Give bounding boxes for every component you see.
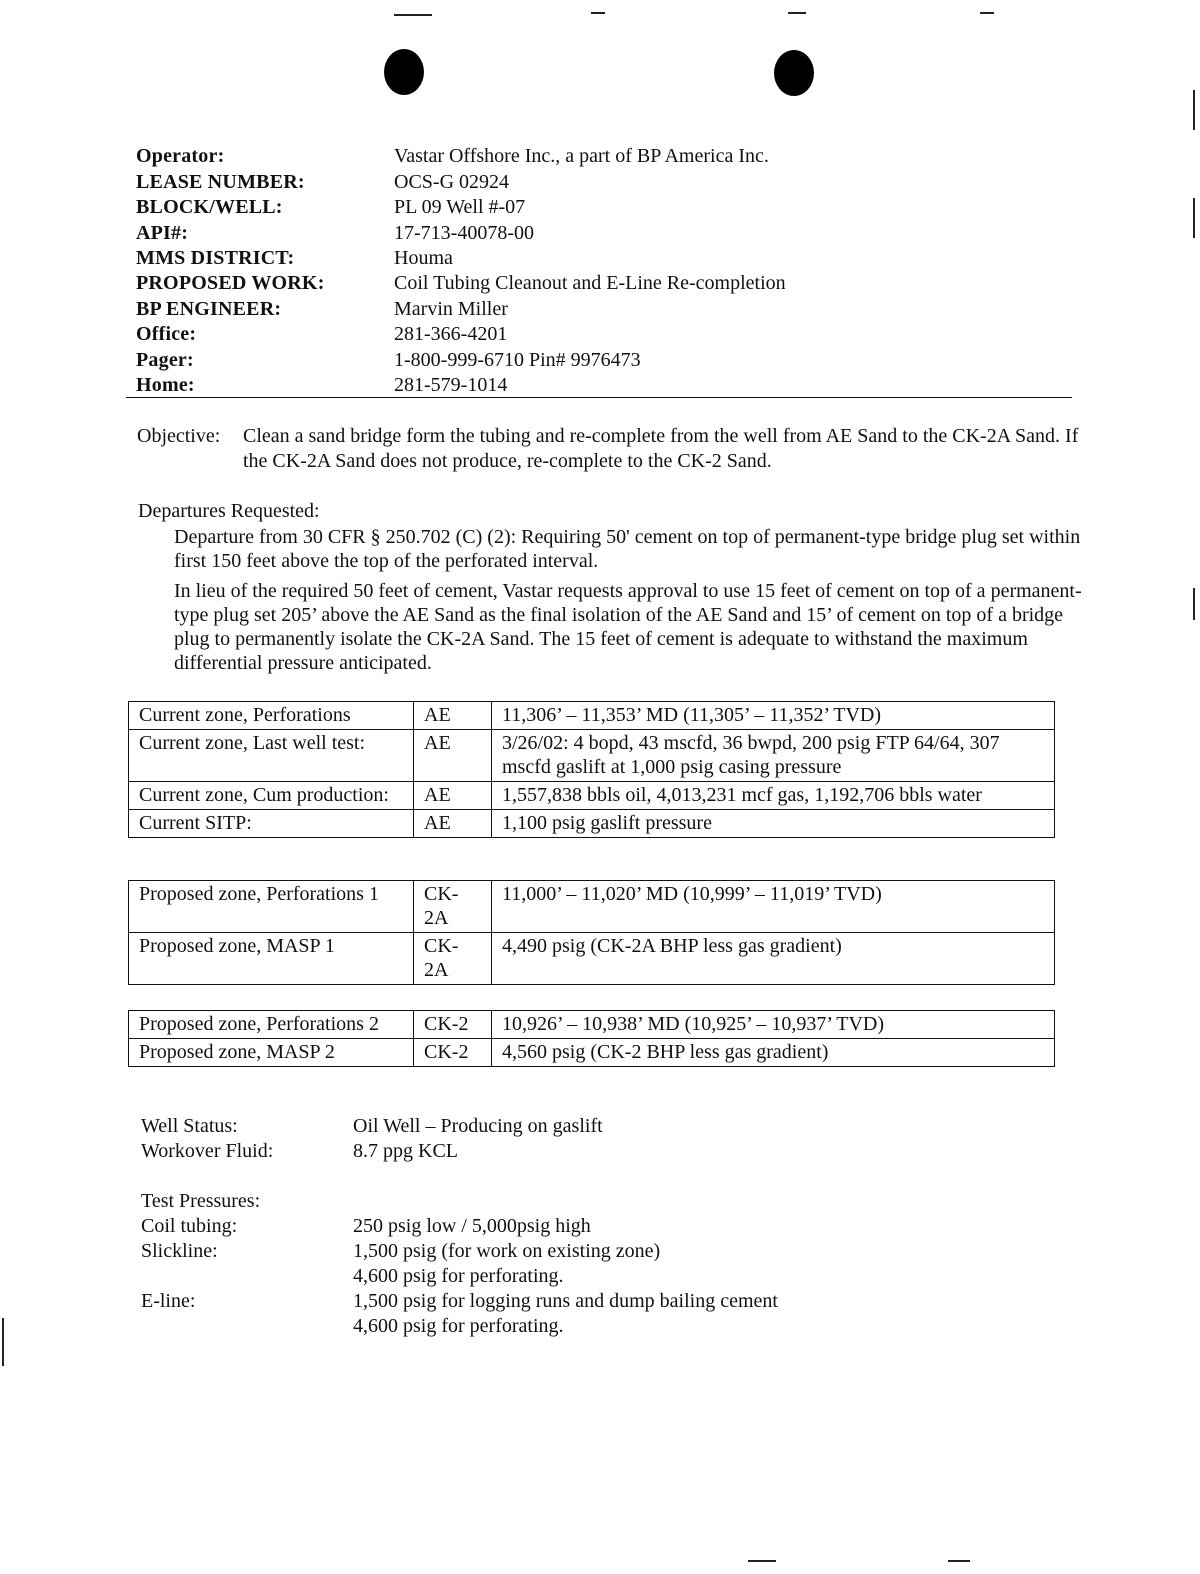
header-row-operator: [136, 143, 1074, 168]
coil-tubing-value: 250 psig low / 5,000psig high: [353, 1215, 591, 1237]
zone-value-cell: 3/26/02: 4 bopd, 43 mscfd, 36 bwpd, 200 psig FTP 64/64, 307 mscfd gaslift at 1,000 psig casing pressure: [492, 730, 1055, 782]
zone-sand-cell: AE: [414, 702, 492, 730]
objective-label: Objective:: [137, 425, 221, 447]
zone-sand-cell: AE: [414, 730, 492, 782]
slickline-value: 1,500 psig (for work on existing zone): [353, 1240, 661, 1262]
eline-value: 4,600 psig for perforating.: [353, 1315, 564, 1337]
status-row: [141, 1139, 1041, 1164]
header-row-office: [136, 321, 1074, 346]
slickline-value: 4,600 psig for perforating.: [353, 1265, 564, 1287]
header-value: 281-579-1014: [394, 373, 508, 396]
scan-mark: [394, 14, 432, 16]
zone-sand-cell: AE: [414, 810, 492, 838]
workover-fluid-value: 8.7 ppg KCL: [353, 1140, 458, 1162]
header-row-home: [136, 372, 1074, 397]
departure-paragraph: Departure from 30 CFR § 250.702 (C) (2): Requiring 50' cement on top of permanent-type bridge plug set within first 150 feet above the top of the perforated interval.: [174, 526, 1081, 572]
workover-fluid-label: Workover Fluid:: [141, 1140, 274, 1162]
well-header: [136, 143, 1074, 397]
punch-hole: [774, 50, 814, 96]
header-value: 281-366-4201: [394, 323, 508, 346]
header-label: LEASE NUMBER:: [136, 170, 305, 193]
table-row: [129, 933, 1055, 985]
table-row: [129, 1011, 1055, 1039]
zone-field-cell: Current zone, Cum production:: [129, 782, 414, 810]
coil-tubing-label: Coil tubing:: [141, 1215, 238, 1237]
scan-mark: [1193, 198, 1195, 238]
header-value: Marvin Miller: [394, 297, 508, 320]
header-label: BLOCK/WELL:: [136, 196, 283, 219]
table-row: [129, 1039, 1055, 1067]
status-row: [141, 1264, 1041, 1289]
zone-sand-cell: CK-2A: [414, 881, 492, 933]
header-row-mms-district: [136, 245, 1074, 270]
zone-field-cell: Proposed zone, Perforations 1: [129, 881, 414, 933]
test-pressures-label: Test Pressures:: [141, 1190, 261, 1212]
table-row: [129, 702, 1055, 730]
scan-mark: [948, 1560, 970, 1562]
status-row: [141, 1114, 1041, 1139]
status-row: [141, 1239, 1041, 1264]
header-value: Houma: [394, 246, 453, 269]
zone-value-cell: 4,490 psig (CK-2A BHP less gas gradient): [492, 933, 1055, 985]
header-row-block-well: [136, 194, 1074, 219]
header-row-bp-engineer: [136, 295, 1074, 320]
table-row: [129, 782, 1055, 810]
scan-mark: [2, 1318, 4, 1366]
eline-label: E-line:: [141, 1290, 196, 1312]
header-label: Pager:: [136, 348, 194, 371]
header-label: Operator:: [136, 145, 225, 168]
header-label: BP ENGINEER:: [136, 297, 282, 320]
zone-sand-cell: CK-2: [414, 1011, 492, 1039]
header-label: MMS DISTRICT:: [136, 246, 295, 269]
departures-section: [138, 499, 1088, 675]
scan-mark: [591, 12, 605, 14]
status-row: [141, 1289, 1041, 1314]
well-status-section: [141, 1114, 1041, 1339]
zone-field-cell: Proposed zone, Perforations 2: [129, 1011, 414, 1039]
proposed-zone-2-table: [128, 1010, 1055, 1067]
zone-field-cell: Proposed zone, MASP 2: [129, 1039, 414, 1067]
zone-field-cell: Current SITP:: [129, 810, 414, 838]
departures-heading: Departures Requested:: [138, 500, 320, 522]
header-value: Coil Tubing Cleanout and E-Line Re-completion: [394, 272, 786, 295]
departure-paragraph: In lieu of the required 50 feet of cement, Vastar requests approval to use 15 feet of cement on top of a permanent-type plug set 205’ above the AE Sand as the final isolation of the AE Sand and 15’ of cement on top of a bridge plug to permanently isolate the CK-2A Sand. The 15 feet of cement is adequate to withstand the maximum differential pressure anticipated.: [174, 580, 1082, 674]
zone-value-cell: 10,926’ – 10,938’ MD (10,925’ – 10,937’ TVD): [492, 1011, 1055, 1039]
proposed-zone-1-table: [128, 880, 1055, 985]
eline-value: 1,500 psig for logging runs and dump bailing cement: [353, 1290, 778, 1312]
header-row-proposed-work: [136, 270, 1074, 295]
table-row: [129, 810, 1055, 838]
header-value: Vastar Offshore Inc., a part of BP America Inc.: [394, 145, 769, 168]
scan-mark: [1193, 588, 1195, 620]
scan-mark: [980, 12, 994, 14]
well-status-value: Oil Well – Producing on gaslift: [353, 1115, 603, 1137]
current-zone-table: [128, 701, 1055, 838]
status-row: [141, 1314, 1041, 1339]
zone-sand-cell: AE: [414, 782, 492, 810]
table-row: [129, 730, 1055, 782]
header-row-api: [136, 219, 1074, 244]
header-row-pager: [136, 346, 1074, 371]
scan-mark: [788, 12, 806, 14]
objective-text: Clean a sand bridge form the tubing and re-complete from the well from AE Sand to the CK-2A Sand. If the CK-2A Sand does not produce, re-complete to the CK-2 Sand.: [243, 425, 1079, 472]
well-status-label: Well Status:: [141, 1115, 238, 1137]
zone-sand-cell: CK-2A: [414, 933, 492, 985]
table-row: [129, 881, 1055, 933]
zone-value-cell: 4,560 psig (CK-2 BHP less gas gradient): [492, 1039, 1055, 1067]
header-value: 17-713-40078-00: [394, 221, 534, 244]
punch-hole: [384, 49, 424, 95]
zone-field-cell: Current zone, Last well test:: [129, 730, 414, 782]
zone-value-cell: 11,306’ – 11,353’ MD (11,305’ – 11,352’ TVD): [492, 702, 1055, 730]
header-row-lease-number: [136, 168, 1074, 193]
scan-mark: [748, 1560, 776, 1562]
slickline-label: Slickline:: [141, 1240, 218, 1262]
header-value: 1-800-999-6710 Pin# 9976473: [394, 348, 641, 371]
objective-section: [137, 424, 1097, 474]
scan-mark: [1193, 90, 1195, 130]
zone-field-cell: Proposed zone, MASP 1: [129, 933, 414, 985]
status-row: [141, 1189, 1041, 1214]
zone-value-cell: 1,100 psig gaslift pressure: [492, 810, 1055, 838]
header-label: API#:: [136, 221, 189, 244]
zone-value-cell: 1,557,838 bbls oil, 4,013,231 mcf gas, 1,192,706 bbls water: [492, 782, 1055, 810]
zone-sand-cell: CK-2: [414, 1039, 492, 1067]
zone-field-cell: Current zone, Perforations: [129, 702, 414, 730]
header-value: OCS-G 02924: [394, 170, 510, 193]
status-row: [141, 1214, 1041, 1239]
header-value: PL 09 Well #-07: [394, 196, 526, 219]
zone-value-cell: 11,000’ – 11,020’ MD (10,999’ – 11,019’ TVD): [492, 881, 1055, 933]
header-divider: [126, 397, 1072, 398]
header-label: Office:: [136, 323, 197, 346]
header-label: PROPOSED WORK:: [136, 272, 325, 295]
header-label: Home:: [136, 373, 195, 396]
